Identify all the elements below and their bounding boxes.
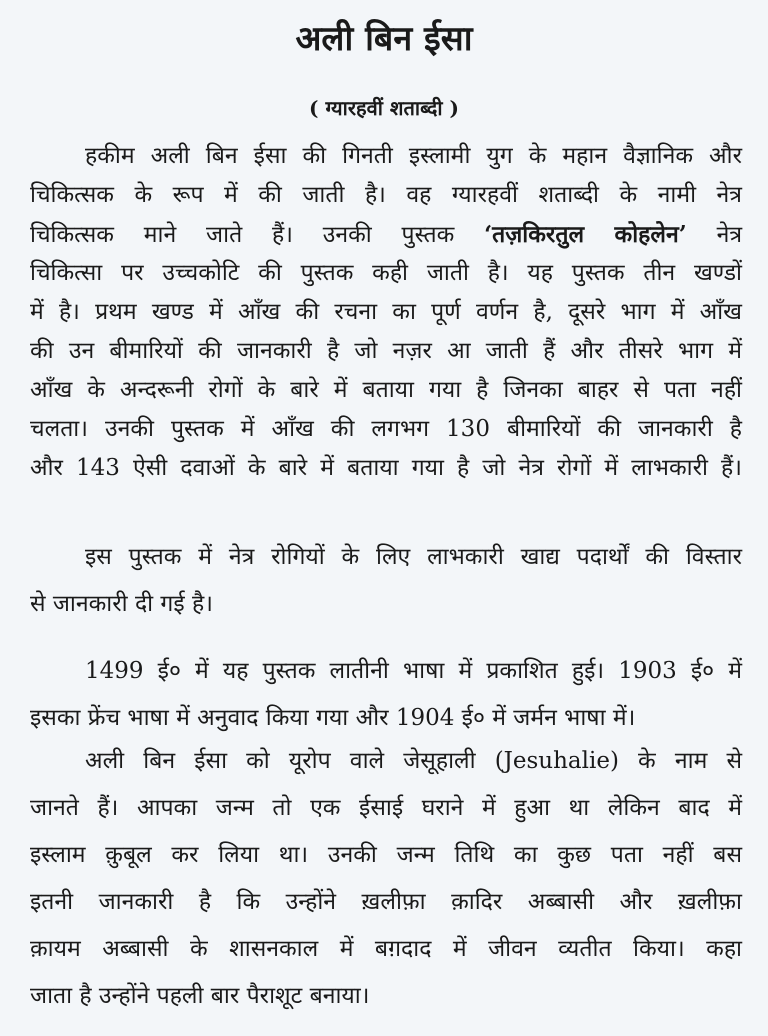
text-line: 1499 ई० में यह पुस्तक लातीनी भाषा में प्रकाशित हुई। 1903 ई० में <box>85 658 742 684</box>
text-line: जाता है उन्होंने पहली बार पैराशूट बनाया। <box>30 983 370 1009</box>
text-line: से जानकारी दी गई है। <box>30 591 213 617</box>
page-subtitle: ( ग्यारहवीं शताब्दी ) <box>309 96 459 120</box>
text-line: जानते हैं। आपका जन्म तो एक ईसाई घराने में हुआ था लेकिन बाद में <box>30 795 742 821</box>
text-line: में है। प्रथम खण्ड में आँख की रचना का पूर्ण वर्णन है, दूसरे भाग में आँख <box>30 299 742 325</box>
text-line: और 143 ऐसी दवाओं के बारे में बताया गया है जो नेत्र रोगों में लाभकारी हैं। <box>30 455 742 481</box>
text-line: हकीम अली बिन ईसा की गिनती इस्लामी युग के महान वैज्ञानिक और <box>85 143 742 169</box>
text-line <box>30 215 742 254</box>
text-line: की उन बीमारियों की जानकारी है जो नज़र आ जाती हैं और तीसरे भाग में <box>30 338 742 364</box>
text-line: इस पुस्तक में नेत्र रोगियों के लिए लाभकारी खाद्य पदार्थों की विस्तार <box>85 544 742 570</box>
text-line: इतनी जानकारी है कि उन्होंने ख़लीफ़ा क़ादिर अब्बासी और ख़लीफ़ा <box>30 889 742 915</box>
text-segment: नेत्र <box>716 222 743 248</box>
paragraph-3 <box>30 648 742 742</box>
text-line: आँख के अन्दरूनी रोगों के बारे में बताया गया है जिनका बाहर से पता नहीं <box>30 377 742 403</box>
text-line: अली बिन ईसा को यूरोप वाले जेसूहाली (Jesuhalie) के नाम से <box>85 748 742 774</box>
text-line: इसका फ्रेंच भाषा में अनुवाद किया गया और 1904 ई० में जर्मन भाषा में। <box>30 705 636 731</box>
text-line: चिकित्सा पर उच्चकोटि की पुस्तक कही जाती है। यह पुस्तक तीन खण्डों <box>30 260 742 286</box>
page-title: अली बिन ईसा <box>295 19 473 59</box>
paragraph-2 <box>30 534 742 628</box>
paragraph-1 <box>30 137 742 488</box>
paragraph-4 <box>30 738 742 1020</box>
book-title: ‘तज़किरतुल कोहलेन’ <box>484 221 687 248</box>
text-line: चलता। उनकी पुस्तक में आँख की लगभग 130 बीमारियों की जानकारी है <box>30 416 742 442</box>
text-line: चिकित्सक के रूप में की जाती है। वह ग्यारहवीं शताब्दी के नामी नेत्र <box>30 182 742 208</box>
text-line: इस्लाम क़ुबूल कर लिया था। उनकी जन्म तिथि का कुछ पता नहीं बस <box>30 842 742 868</box>
text-segment: चिकित्सक माने जाते हैं। उनकी पुस्तक <box>30 222 455 248</box>
text-line: क़ायम अब्बासी के शासनकाल में बग़दाद में जीवन व्यतीत किया। कहा <box>30 936 742 962</box>
